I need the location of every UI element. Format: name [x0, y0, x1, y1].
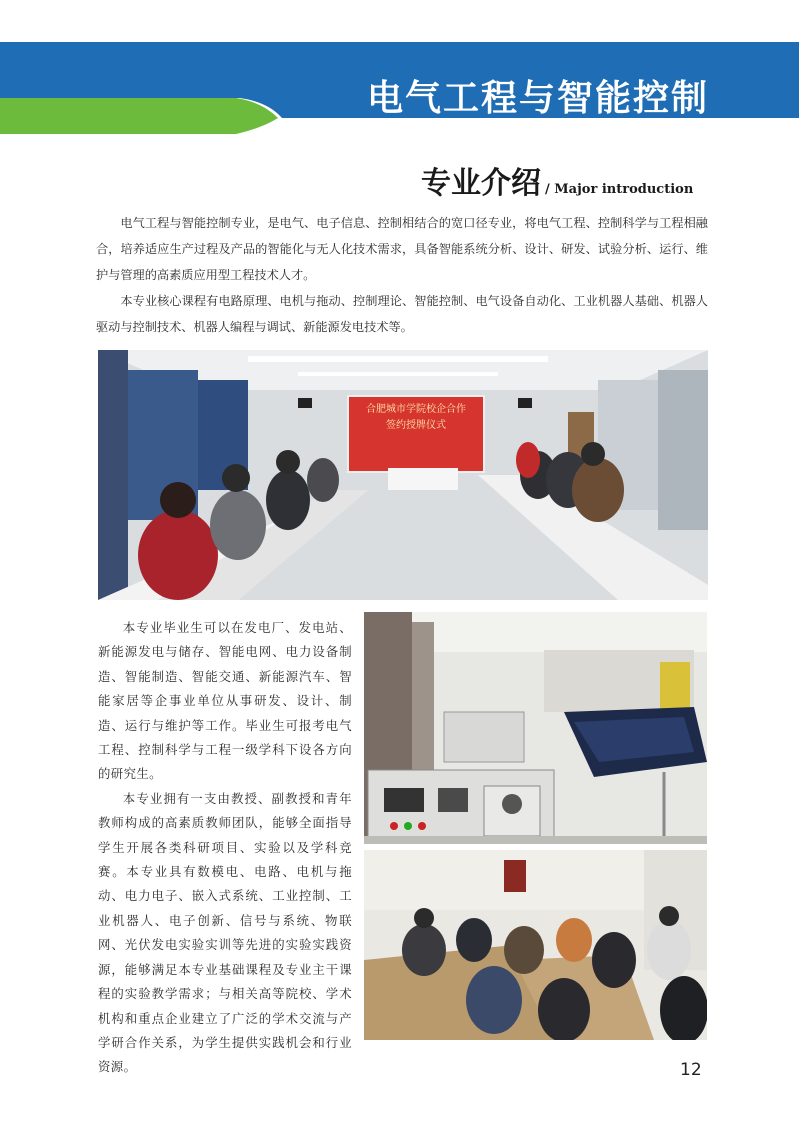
- section-title-en: / Major introduction: [545, 182, 694, 197]
- screen-text-line2: 签约授牌仪式: [386, 420, 446, 431]
- body-text: [98, 616, 352, 1080]
- section-heading: [421, 158, 693, 202]
- page-title: 电气工程与智能控制: [366, 78, 709, 119]
- page-number: 12: [680, 1060, 702, 1080]
- section-title-zh: 专业介绍: [421, 166, 541, 201]
- body-paragraph: 本专业毕业生可以在发电厂、发电站、新能源发电与储存、智能电网、电力设备制造、智能制造、智能交通、新能源汽车、智能家居等企事业单位从事研发、设计、制造、运行与维护等工作。毕业生可报考电气工程、控制科学与工程一级学科下设各方向的研究生。: [98, 620, 352, 782]
- intro-paragraph: 本专业核心课程有电路原理、电机与拖动、控制理论、智能控制、电气设备自动化、工业机器人基础、机器人驱动与控制技术、机器人编程与调试、新能源发电技术等。: [96, 294, 708, 334]
- meeting-photo: [98, 350, 708, 600]
- classroom-photo: [364, 850, 707, 1040]
- lab-photo: [364, 612, 707, 844]
- intro-paragraph: 电气工程与智能控制专业，是电气、电子信息、控制相结合的宽口径专业，将电气工程、控制科学与工程相融合，培养适应生产过程及产品的智能化与无人化技术需求，具备智能系统分析、设计、研发、试验分析、运行、维护与管理的高素质应用型工程技术人才。: [96, 216, 708, 282]
- body-paragraph: 本专业拥有一支由教授、副教授和青年教师构成的高素质教师团队，能够全面指导学生开展各类科研项目、实验以及学科竞赛。本专业具有数模电、电路、电机与拖动、电力电子、嵌入式系统、工业控制、工业机器人、电子创新、信号与系统、物联网、光伏发电实验实训等先进的实验实践资源，能够满足本专业基础课程及专业主干课程的实验教学需求；与相关高等院校、学术机构和重点企业建立了广泛的学术交流与产学研合作关系，为学生提供实践机会和行业资源。: [98, 790, 352, 1075]
- intro-text: [96, 210, 708, 340]
- screen-text-line1: 合肥城市学院校企合作: [366, 404, 466, 415]
